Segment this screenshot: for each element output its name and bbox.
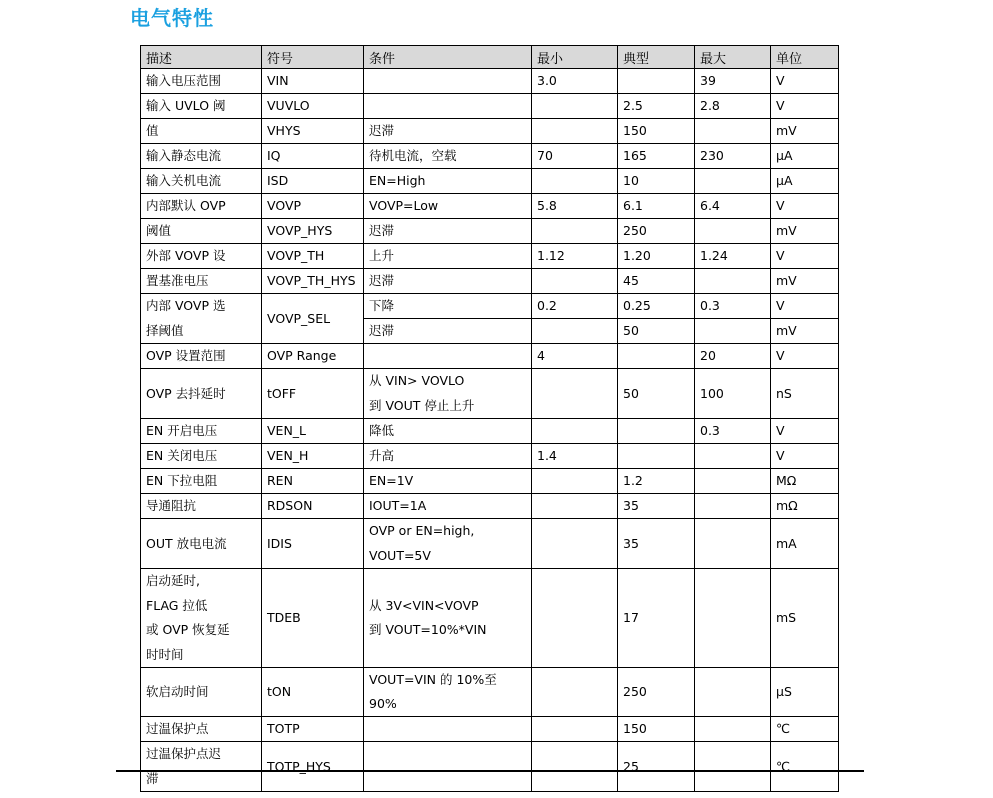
table-row	[141, 69, 839, 94]
cell-min: 0.2	[532, 294, 618, 319]
cell-desc: 输入 UVLO 阈	[141, 94, 262, 119]
cell-typ: 250	[618, 668, 695, 717]
cell-typ: 0.25	[618, 294, 695, 319]
cell-symbol: TOTP	[262, 717, 364, 742]
cell-condition: 从 VIN> VOVLO 到 VOUT 停止上升	[364, 369, 532, 419]
cell-condition: 降低	[364, 419, 532, 444]
cell-max	[695, 119, 771, 144]
header-condition: 条件	[364, 46, 532, 69]
cell-unit: V	[771, 294, 839, 319]
cell-max: 100	[695, 369, 771, 419]
cell-unit: V	[771, 94, 839, 119]
section-title: 电气特性	[130, 6, 214, 30]
cell-symbol: VOVP_TH_HYS	[262, 269, 364, 294]
cell-typ	[618, 344, 695, 369]
cell-typ: 35	[618, 519, 695, 569]
cell-condition: 迟滞	[364, 219, 532, 244]
cell-unit: mS	[771, 569, 839, 668]
cell-desc: 输入电压范围	[141, 69, 262, 94]
cell-max	[695, 569, 771, 668]
cell-symbol: TDEB	[262, 569, 364, 668]
cell-max	[695, 269, 771, 294]
cell-min	[532, 319, 618, 344]
table-row	[141, 419, 839, 444]
cell-symbol: tOFF	[262, 369, 364, 419]
cell-symbol: VEN_H	[262, 444, 364, 469]
cell-typ: 165	[618, 144, 695, 169]
cell-max	[695, 717, 771, 742]
cell-symbol: TOTP_HYS	[262, 742, 364, 792]
cell-min	[532, 742, 618, 792]
cell-max: 230	[695, 144, 771, 169]
cell-unit: mA	[771, 519, 839, 569]
cell-min: 3.0	[532, 69, 618, 94]
cell-condition	[364, 69, 532, 94]
table-row	[141, 569, 839, 668]
cell-symbol: REN	[262, 469, 364, 494]
cell-condition: 迟滞	[364, 319, 532, 344]
cell-min: 1.12	[532, 244, 618, 269]
cell-max: 20	[695, 344, 771, 369]
cell-unit: MΩ	[771, 469, 839, 494]
cell-condition	[364, 344, 532, 369]
cell-symbol: VUVLO	[262, 94, 364, 119]
cell-condition: EN=High	[364, 169, 532, 194]
cell-typ	[618, 419, 695, 444]
cell-desc: OVP 去抖延时	[141, 369, 262, 419]
cell-typ: 17	[618, 569, 695, 668]
cell-condition: VOVP=Low	[364, 194, 532, 219]
cell-condition	[364, 717, 532, 742]
cell-symbol: VOVP_TH	[262, 244, 364, 269]
cell-min: 1.4	[532, 444, 618, 469]
table-row	[141, 219, 839, 244]
cell-max	[695, 169, 771, 194]
cell-condition: 升高	[364, 444, 532, 469]
cell-typ: 45	[618, 269, 695, 294]
cell-typ: 1.20	[618, 244, 695, 269]
cell-unit: V	[771, 194, 839, 219]
cell-desc: 外部 VOVP 设	[141, 244, 262, 269]
cell-min	[532, 119, 618, 144]
cell-min	[532, 369, 618, 419]
cell-symbol: ISD	[262, 169, 364, 194]
cell-unit: V	[771, 69, 839, 94]
cell-max: 1.24	[695, 244, 771, 269]
cell-condition: 下降	[364, 294, 532, 319]
cell-typ: 50	[618, 369, 695, 419]
cell-min	[532, 494, 618, 519]
cell-max	[695, 519, 771, 569]
cell-symbol: IQ	[262, 144, 364, 169]
cell-unit: mΩ	[771, 494, 839, 519]
cell-max	[695, 469, 771, 494]
cell-desc: OUT 放电电流	[141, 519, 262, 569]
cell-min	[532, 419, 618, 444]
cell-unit: mV	[771, 319, 839, 344]
cell-symbol: VEN_L	[262, 419, 364, 444]
cell-typ: 150	[618, 119, 695, 144]
cell-typ: 2.5	[618, 94, 695, 119]
cell-symbol: IDIS	[262, 519, 364, 569]
table-row	[141, 169, 839, 194]
table-row	[141, 144, 839, 169]
header-min: 最小	[532, 46, 618, 69]
cell-desc: 过温保护点迟 滞	[141, 742, 262, 792]
cell-desc: 软启动时间	[141, 668, 262, 717]
cell-symbol: OVP Range	[262, 344, 364, 369]
cell-max	[695, 742, 771, 792]
cell-typ: 250	[618, 219, 695, 244]
header-symbol: 符号	[262, 46, 364, 69]
cell-condition: EN=1V	[364, 469, 532, 494]
cell-condition: 迟滞	[364, 269, 532, 294]
cell-condition: 从 3V<VIN<VOVP 到 VOUT=10%*VIN	[364, 569, 532, 668]
cell-symbol: VIN	[262, 69, 364, 94]
cell-max	[695, 444, 771, 469]
header-typ: 典型	[618, 46, 695, 69]
cell-condition	[364, 742, 532, 792]
cell-min	[532, 269, 618, 294]
cell-symbol: tON	[262, 668, 364, 717]
table-row	[141, 344, 839, 369]
cell-min	[532, 94, 618, 119]
table-row	[141, 244, 839, 269]
cell-typ: 25	[618, 742, 695, 792]
cell-unit: µS	[771, 668, 839, 717]
cell-max: 0.3	[695, 294, 771, 319]
cell-min	[532, 717, 618, 742]
cell-desc: 值	[141, 119, 262, 144]
cell-condition: 迟滞	[364, 119, 532, 144]
table-row	[141, 94, 839, 119]
header-desc: 描述	[141, 46, 262, 69]
table-row	[141, 269, 839, 294]
cell-desc: EN 开启电压	[141, 419, 262, 444]
cell-max: 2.8	[695, 94, 771, 119]
cell-max: 0.3	[695, 419, 771, 444]
table-row	[141, 668, 839, 717]
table-row	[141, 294, 839, 319]
table-row	[141, 469, 839, 494]
cell-desc: 输入静态电流	[141, 144, 262, 169]
cell-typ: 1.2	[618, 469, 695, 494]
cell-symbol: RDSON	[262, 494, 364, 519]
cell-condition: 待机电流，空载	[364, 144, 532, 169]
cell-desc: 输入关机电流	[141, 169, 262, 194]
cell-unit: mV	[771, 269, 839, 294]
cell-max	[695, 668, 771, 717]
cell-desc: 内部默认 OVP	[141, 194, 262, 219]
cell-desc: 内部 VOVP 选 择阈值	[141, 294, 262, 344]
cell-desc: 启动延时, FLAG 拉低 或 OVP 恢复延 时时间	[141, 569, 262, 668]
cell-unit: µA	[771, 169, 839, 194]
cell-typ: 10	[618, 169, 695, 194]
header-unit: 单位	[771, 46, 839, 69]
cell-desc: OVP 设置范围	[141, 344, 262, 369]
cell-max	[695, 319, 771, 344]
cell-symbol: VOVP_SEL	[262, 294, 364, 344]
cell-symbol: VHYS	[262, 119, 364, 144]
cell-min: 5.8	[532, 194, 618, 219]
table-row	[141, 444, 839, 469]
cell-symbol: VOVP	[262, 194, 364, 219]
cell-min	[532, 668, 618, 717]
cell-unit: V	[771, 344, 839, 369]
cell-max	[695, 494, 771, 519]
table-row	[141, 194, 839, 219]
cell-typ: 50	[618, 319, 695, 344]
table-row	[141, 369, 839, 419]
table-header-row	[141, 46, 839, 69]
header-max: 最大	[695, 46, 771, 69]
cell-min: 70	[532, 144, 618, 169]
cell-symbol: VOVP_HYS	[262, 219, 364, 244]
cell-unit: mV	[771, 219, 839, 244]
cell-unit: V	[771, 444, 839, 469]
cell-typ: 35	[618, 494, 695, 519]
cell-max: 39	[695, 69, 771, 94]
cell-min	[532, 169, 618, 194]
cell-unit: mV	[771, 119, 839, 144]
cell-unit: V	[771, 419, 839, 444]
cell-min	[532, 469, 618, 494]
cell-desc: 置基准电压	[141, 269, 262, 294]
cell-desc: 阈值	[141, 219, 262, 244]
cell-typ: 150	[618, 717, 695, 742]
table-row	[141, 494, 839, 519]
cell-min	[532, 569, 618, 668]
cell-desc: EN 关闭电压	[141, 444, 262, 469]
cell-unit: nS	[771, 369, 839, 419]
cell-desc: EN 下拉电阻	[141, 469, 262, 494]
cell-condition: OVP or EN=high, VOUT=5V	[364, 519, 532, 569]
table-row	[141, 717, 839, 742]
cell-desc: 过温保护点	[141, 717, 262, 742]
cell-condition: 上升	[364, 244, 532, 269]
cell-max	[695, 219, 771, 244]
cell-condition: VOUT=VIN 的 10%至 90%	[364, 668, 532, 717]
table-row	[141, 519, 839, 569]
cell-typ: 6.1	[618, 194, 695, 219]
cell-unit: µA	[771, 144, 839, 169]
cell-condition	[364, 94, 532, 119]
cell-unit: ℃	[771, 742, 839, 792]
bottom-rule	[116, 770, 864, 772]
cell-min: 4	[532, 344, 618, 369]
cell-unit: ℃	[771, 717, 839, 742]
cell-condition: IOUT=1A	[364, 494, 532, 519]
cell-max: 6.4	[695, 194, 771, 219]
table-row	[141, 742, 839, 792]
electrical-characteristics-table	[140, 45, 839, 792]
cell-desc: 导通阻抗	[141, 494, 262, 519]
cell-min	[532, 519, 618, 569]
cell-typ	[618, 69, 695, 94]
cell-typ	[618, 444, 695, 469]
table-row	[141, 119, 839, 144]
cell-unit: V	[771, 244, 839, 269]
cell-min	[532, 219, 618, 244]
